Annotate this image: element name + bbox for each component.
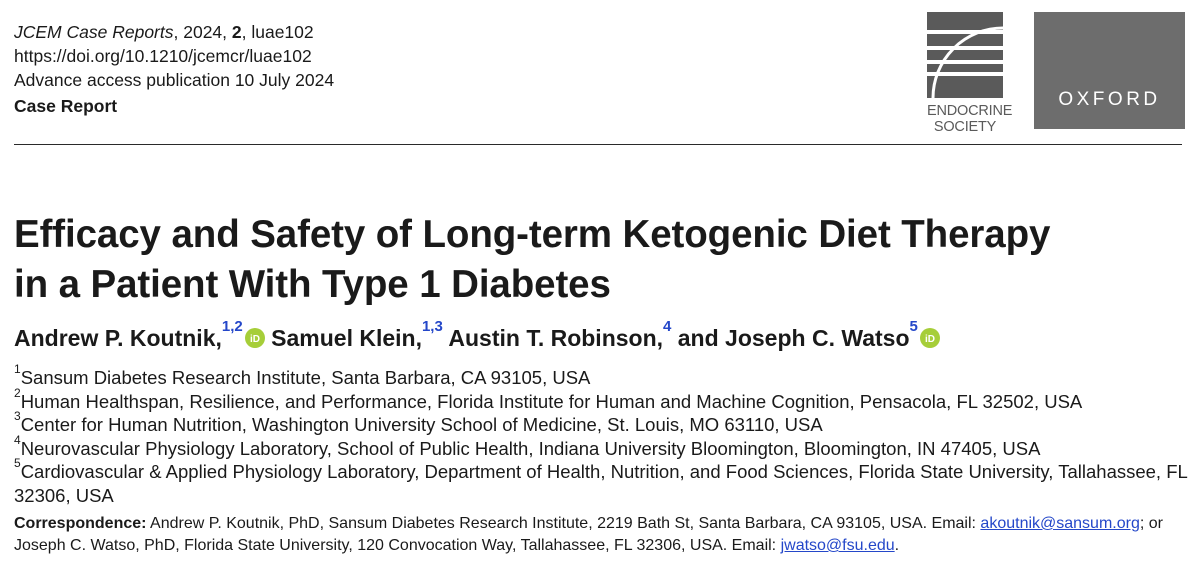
affiliation-item bbox=[14, 432, 1189, 461]
svg-text:iD: iD bbox=[249, 334, 260, 345]
orcid-icon[interactable] bbox=[245, 328, 265, 348]
author-affiliation-ref[interactable]: 5 bbox=[909, 318, 918, 335]
endocrine-society-logo-mark bbox=[927, 12, 1003, 98]
affiliation-item bbox=[14, 409, 1189, 437]
correspondence bbox=[14, 513, 1189, 557]
endocrine-logo-text: ENDOCRINE bbox=[927, 103, 1013, 119]
journal-meta bbox=[14, 20, 334, 118]
orcid-icon[interactable] bbox=[920, 328, 940, 348]
correspondence-end: . bbox=[894, 537, 900, 554]
title-line-2: in a Patient With Type 1 Diabetes bbox=[14, 263, 611, 306]
author-list bbox=[14, 318, 1184, 353]
endocrine-society-logo bbox=[927, 12, 1013, 138]
title-line-1: Efficacy and Safety of Long-term Ketogenic Diet Therapy bbox=[14, 213, 1051, 256]
affiliation-number: 1 bbox=[14, 362, 21, 376]
oxford-logo-text: OXFORD bbox=[1058, 89, 1161, 110]
affiliation-number: 2 bbox=[14, 385, 21, 400]
affiliation-text: Neurovascular Physiology Laboratory, School of Public Health, Indiana University Bloomington, Bloomington, IN 47405, USA bbox=[20, 437, 1041, 459]
correspondence-text: Andrew P. Koutnik, PhD, Sansum Diabetes Research Institute, 2219 Bath St, Santa Barbara, CA 93105, USA. Email: bbox=[146, 515, 981, 532]
journal-name: JCEM Case Reports bbox=[14, 22, 174, 42]
doi-link[interactable]: https://doi.org/10.1210/jcemcr/luae102 bbox=[14, 46, 312, 66]
author-name: Austin T. Robinson, bbox=[448, 325, 664, 351]
email-link-watso[interactable]: jwatso@fsu.edu bbox=[780, 537, 895, 554]
email-link-koutnik[interactable]: akoutnik@sansum.org bbox=[980, 515, 1140, 532]
article-id: , luae102 bbox=[241, 22, 314, 42]
correspondence-label: Correspondence: bbox=[14, 515, 147, 532]
affiliation-number: 4 bbox=[14, 432, 21, 447]
affiliation-text: Center for Human Nutrition, Washington University School of Medicine, St. Louis, MO 63110, USA bbox=[20, 414, 823, 435]
svg-text:iD: iD bbox=[924, 334, 935, 345]
year: , 2024, bbox=[173, 22, 232, 42]
author-affiliation-ref[interactable]: 4 bbox=[663, 318, 672, 335]
society-logo-text: SOCIETY bbox=[933, 119, 997, 135]
publication-date: Advance access publication 10 July 2024 bbox=[14, 70, 335, 90]
citation-line bbox=[14, 20, 334, 44]
author-name: Andrew P. Koutnik, bbox=[14, 325, 222, 351]
affiliation-item bbox=[14, 456, 1189, 507]
volume: 2 bbox=[231, 22, 242, 42]
affiliation-list bbox=[14, 362, 1189, 507]
header-divider bbox=[14, 144, 1182, 145]
affiliation-item bbox=[14, 385, 1189, 414]
author-name: and Joseph C. Watso bbox=[677, 325, 910, 351]
affiliation-text: Cardiovascular & Applied Physiology Laboratory, Department of Health, Nutrition, and Food Sciences, Florida State University, Tallahassee, FL 32306, USA bbox=[14, 461, 1188, 506]
affiliation-item bbox=[14, 362, 1189, 390]
oxford-logo bbox=[1034, 12, 1185, 129]
article-title bbox=[14, 210, 1184, 310]
affiliation-number: 3 bbox=[14, 409, 21, 423]
author-name: Samuel Klein, bbox=[271, 325, 422, 351]
author-affiliation-ref[interactable]: 1,2 bbox=[221, 318, 243, 335]
affiliation-text: Sansum Diabetes Research Institute, Santa Barbara, CA 93105, USA bbox=[20, 367, 591, 388]
affiliation-number: 5 bbox=[14, 456, 21, 470]
article-type: Case Report bbox=[14, 96, 118, 116]
correspondence-text: ; or Joseph C. Watso, PhD, Florida State University, 120 Convocation Way, Tallahassee, FL 32306, USA. Email: bbox=[14, 515, 1163, 554]
author-affiliation-ref[interactable]: 1,3 bbox=[421, 318, 443, 335]
affiliation-text: Human Healthspan, Resilience, and Performance, Florida Institute for Human and Machine Cognition, Pensacola, FL 32502, USA bbox=[20, 390, 1083, 412]
